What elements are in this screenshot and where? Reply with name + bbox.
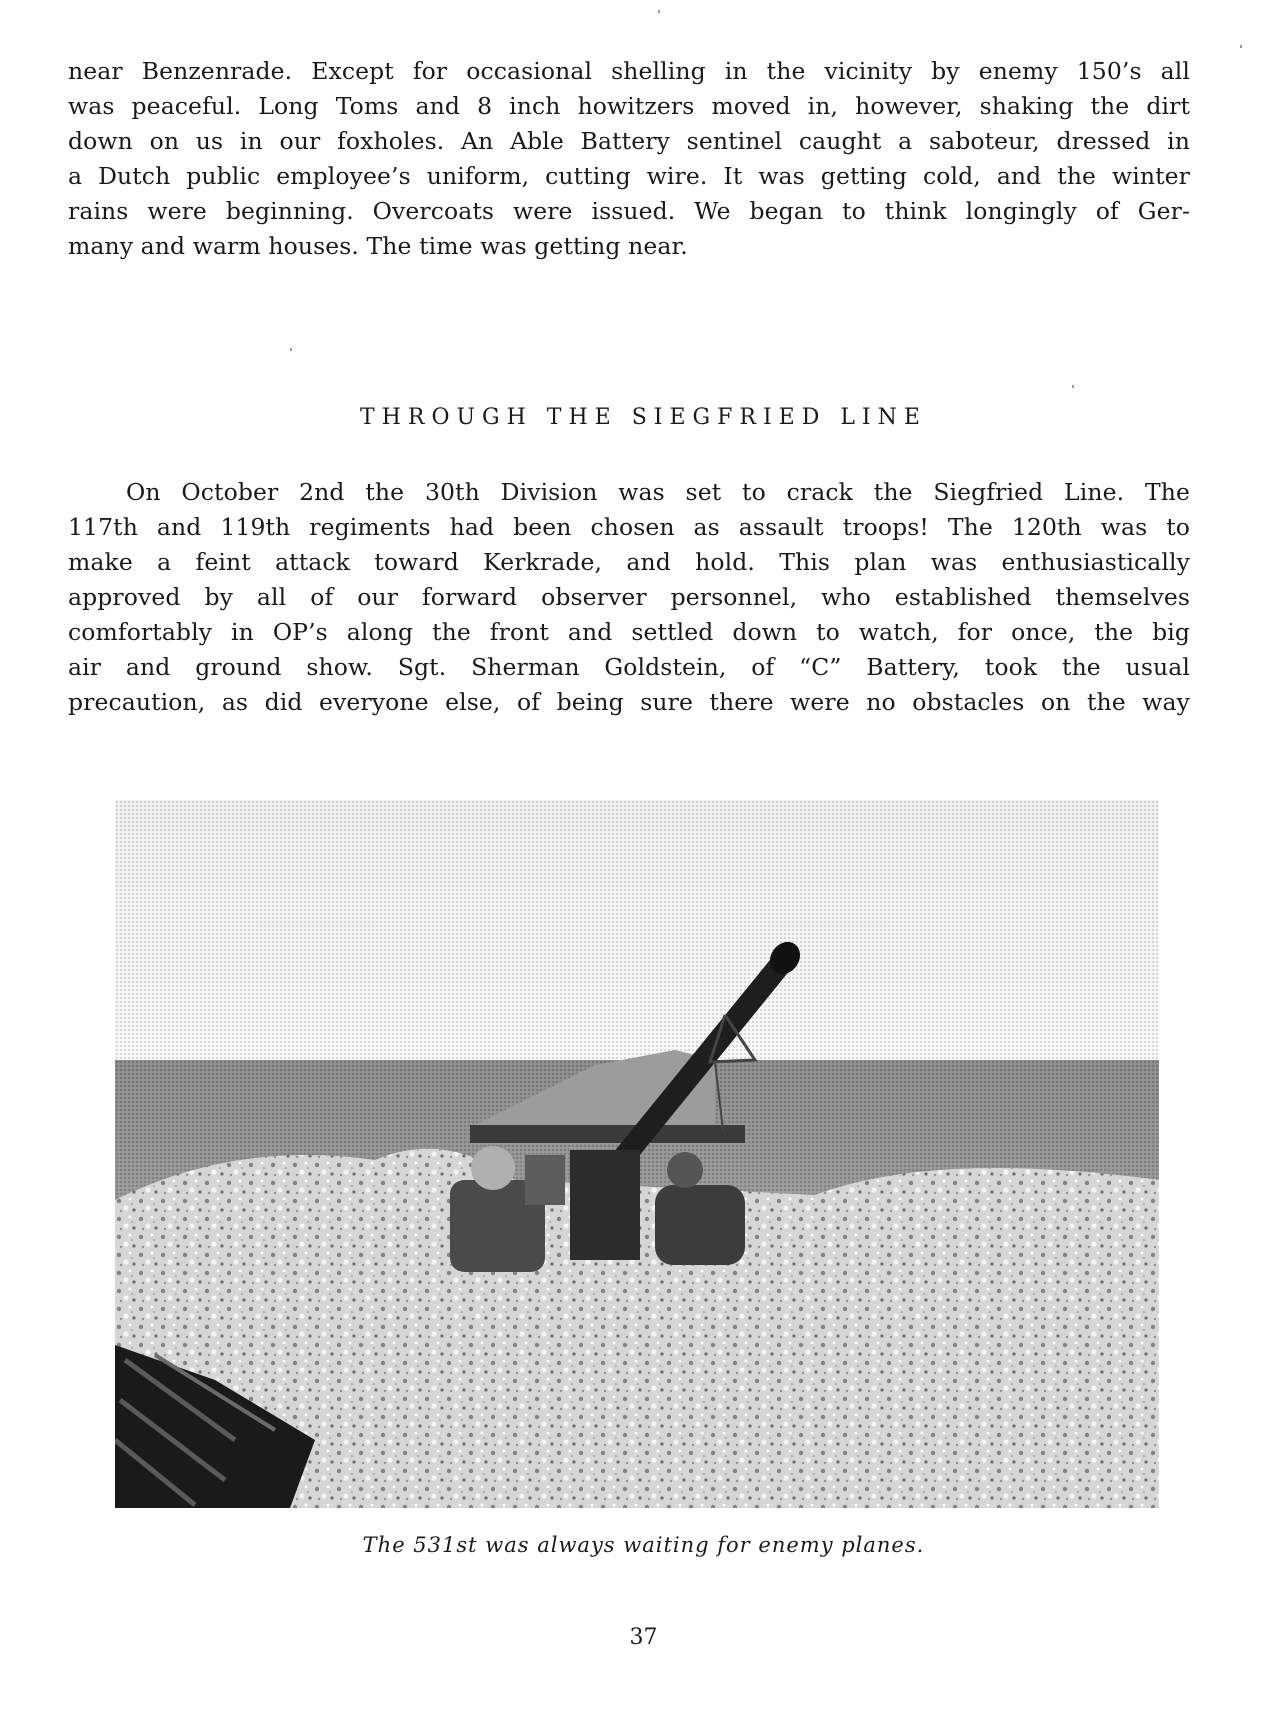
section-paragraph: [68, 475, 1190, 720]
section-heading: THROUGH THE SIEGFRIED LINE: [360, 405, 927, 430]
text-line: many and warm houses. The time was getting near.: [68, 232, 688, 260]
text-line: rains were beginning. Overcoats were issued. We began to think longingly of Ger-: [68, 197, 1190, 225]
text-line: was peaceful. Long Toms and 8 inch howitzers moved in, however, shaking the dirt: [68, 92, 1190, 120]
soldiers: [450, 1146, 745, 1272]
top-paragraph: [68, 54, 1190, 264]
text-line: air and ground show. Sgt. Sherman Goldstein, of “C” Battery, took the usual: [68, 653, 1190, 681]
page-number: 37: [629, 1625, 658, 1650]
text-line: near Benzenrade. Except for occasional shelling in the vicinity by enemy 150’s all: [68, 57, 1190, 85]
text-line: make a feint attack toward Kerkrade, and hold. This plan was enthusiastically: [68, 548, 1190, 576]
text-line: comfortably in OP’s along the front and settled down to watch, for once, the big: [68, 618, 1190, 646]
scan-speck: [1072, 385, 1074, 388]
text-line: a Dutch public employee’s uniform, cutting wire. It was getting cold, and the winter: [68, 162, 1190, 190]
photograph: [115, 800, 1159, 1508]
text-line: down on us in our foxholes. An Able Battery sentinel caught a saboteur, dressed in: [68, 127, 1190, 155]
scan-speck: [658, 10, 660, 13]
text-line: approved by all of our forward observer personnel, who established themselves: [68, 583, 1190, 611]
photo-caption: The 531st was always waiting for enemy planes.: [362, 1533, 925, 1557]
text-line: 117th and 119th regiments had been chosen as assault troops! The 120th was to: [68, 513, 1190, 541]
text-line: On October 2nd the 30th Division was set to crack the Siegfried Line. The: [126, 478, 1190, 506]
anti-aircraft-gun-photo: [115, 800, 1159, 1508]
text-line: precaution, as did everyone else, of being sure there were no obstacles on the way: [68, 688, 1190, 716]
scan-speck: [1240, 45, 1242, 48]
scan-speck: [290, 348, 292, 351]
